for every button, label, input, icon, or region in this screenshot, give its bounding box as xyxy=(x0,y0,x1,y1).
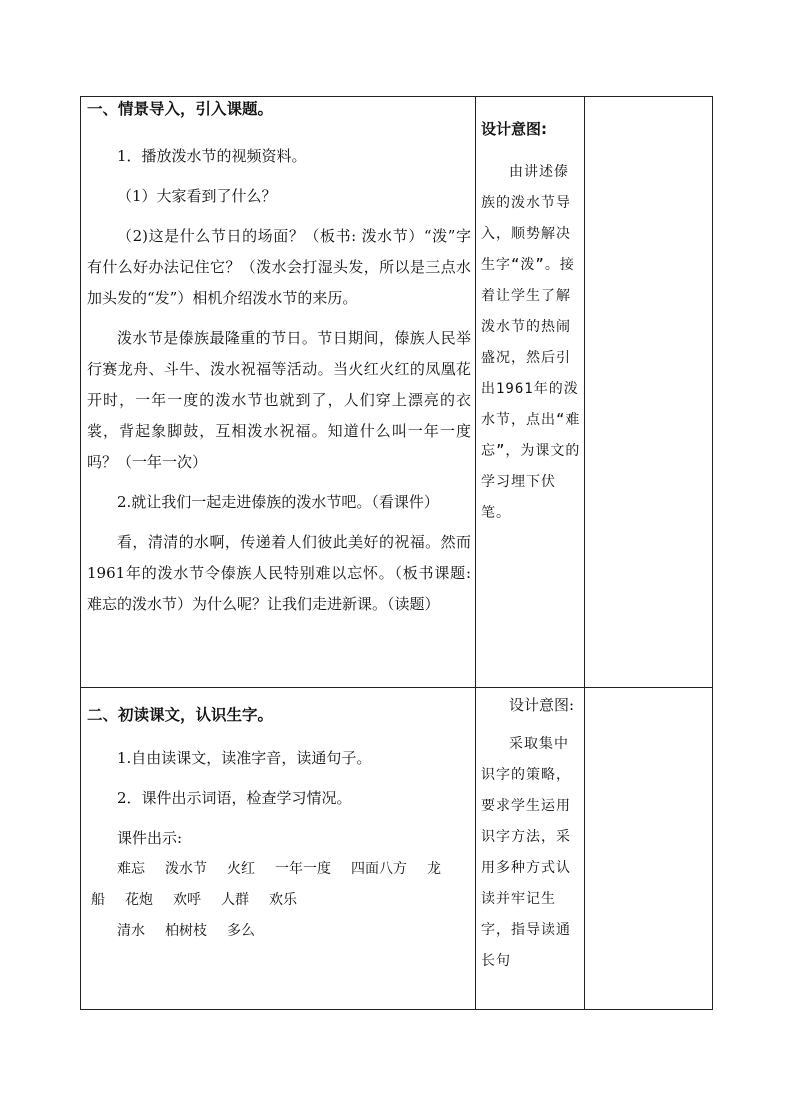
section1-paragraph-1: 1．播放泼水节的视频资料。 xyxy=(117,147,307,165)
word-list-line-1 xyxy=(87,854,471,885)
section2-paragraph-2: 2．课件出示词语，检查学习情况。 xyxy=(117,789,352,807)
column-divider-1 xyxy=(475,97,476,1009)
section2-paragraph-1: 1.自由读课文，读准字音，读通句子。 xyxy=(117,749,372,767)
word: 泼水节 xyxy=(165,861,207,877)
word-list-line-3 xyxy=(87,916,471,947)
section2-design-intent xyxy=(481,690,581,977)
section1-paragraph-5: 2.就让我们一起走进傣族的泼水节吧。（看课件） xyxy=(117,493,439,511)
section2-paragraph-3: 课件出示: xyxy=(117,829,183,847)
word: 四面八方 xyxy=(351,861,407,877)
section1-design-intent xyxy=(481,119,581,529)
section1-heading: 一、情景导入，引入课题。 xyxy=(87,100,274,118)
section1-design-text: 由讲述傣族的泼水节导入，顺势解决生字“泼”。接着让学生了解泼水节的热闹盛况，然后引出1961年的泼水节，点出“难忘”，为课文的学习埋下伏笔。 xyxy=(481,164,581,521)
section1-paragraph-3: （2)这是什么节日的场面？（板书: 泼水节）“泼”字有什么好办法记住它？（泼水会打湿头发，所以是三点水加头发的“发”）相机介绍泼水节的来历。 xyxy=(87,227,471,307)
word: 花炮 xyxy=(125,892,153,908)
section2-design-text: 采取集中识字的策略，要求学生运用识字方法，采用多种方式认读并牢记生字，指导读通长句 xyxy=(481,736,571,969)
word: 多么 xyxy=(227,923,255,939)
section2-heading: 二、初读课文，认识生字。 xyxy=(87,706,274,724)
section1-design-title: 设计意图: xyxy=(481,120,547,138)
word-list-line-2 xyxy=(87,885,471,916)
word: 龙 xyxy=(427,861,441,877)
column-divider-2 xyxy=(584,97,585,1009)
section1-paragraph-6: 看，清清的水啊，传递着人们彼此美好的祝福。然而1961年的泼水节令傣族人民特别难以忘怀。（板书课题: 难忘的泼水节）为什么呢？让我们走进新课。（读题） xyxy=(87,533,471,613)
word: 清水 xyxy=(117,923,145,939)
section1-paragraph-2: （1）大家看到了什么？ xyxy=(117,187,277,205)
word: 一年一度 xyxy=(275,861,331,877)
section2-design-title: 设计意图: xyxy=(509,696,575,714)
word: 欢乐 xyxy=(269,892,297,908)
word: 人群 xyxy=(221,892,249,908)
word: 船 xyxy=(91,892,105,908)
section2-content xyxy=(87,705,471,947)
section1-paragraph-4: 泼水节是傣族最隆重的节日。节日期间，傣族人民举行赛龙舟、斗牛、泼水祝福等活动。当火红火红的凤凰花开时，一年一度的泼水节也就到了，人们穿上漂亮的衣裳，背起象脚鼓，互相泼水祝福。知道什么叫一年一度吗？（一年一次） xyxy=(87,329,471,471)
section1-content xyxy=(87,99,471,620)
word: 难忘 xyxy=(117,861,145,877)
lesson-plan-table xyxy=(80,96,713,1010)
word: 火红 xyxy=(227,861,255,877)
word: 柏树枝 xyxy=(165,923,207,939)
word: 欢呼 xyxy=(173,892,201,908)
row-divider xyxy=(81,687,712,688)
